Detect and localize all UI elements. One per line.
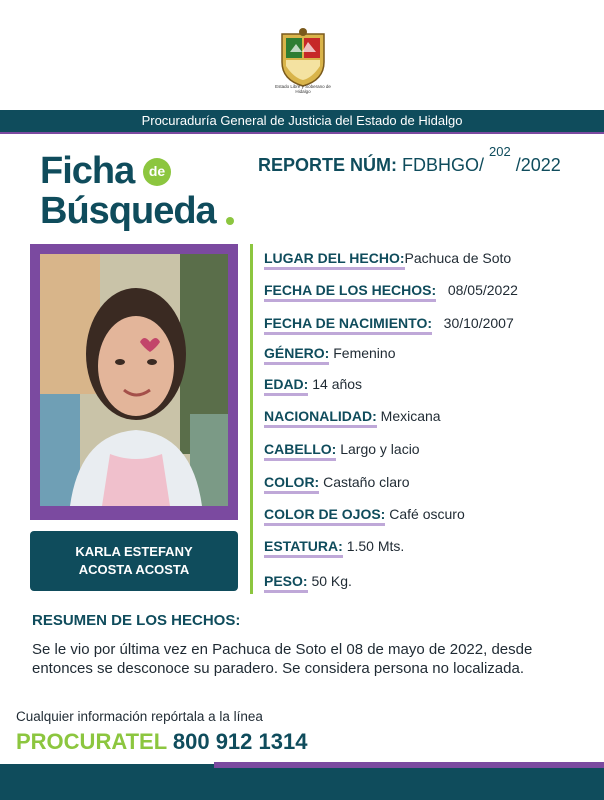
field-peso: PESO: 50 Kg. xyxy=(264,573,352,589)
field-cabello: CABELLO: Largo y lacio xyxy=(264,441,420,457)
summary-text: Se le vio por última vez en Pachuca de Soto el 08 de mayo de 2022, desde entonces se desconoce su paradero. Se considera persona no localizada. xyxy=(32,641,533,677)
title-busqueda: Búsqueda xyxy=(40,190,216,232)
seal-caption: Estado Libre y Soberano de Hidalgo xyxy=(275,84,331,94)
report-label: REPORTE NÚM: xyxy=(258,155,397,175)
institution-banner: Procuraduría General de Justicia del Estado de Hidalgo xyxy=(0,110,604,132)
field-fecha-de-los-hechos: FECHA DE LOS HECHOS: 08/05/2022 xyxy=(264,282,518,298)
field-genero: GÉNERO: Femenino xyxy=(264,345,396,361)
field-fecha-de-nacimiento: FECHA DE NACIMIENTO: 30/10/2007 xyxy=(264,315,514,331)
title-de-badge: de xyxy=(143,158,171,186)
person-last-names: ACOSTA ACOSTA xyxy=(78,562,190,577)
footer-band xyxy=(0,764,604,800)
field-nacionalidad: NACIONALIDAD: Mexicana xyxy=(264,408,441,424)
missing-person-photo xyxy=(40,254,228,506)
footer-accent xyxy=(214,762,604,768)
contact-line xyxy=(16,729,307,755)
report-num: 202 xyxy=(489,144,511,159)
state-seal-icon xyxy=(272,26,334,88)
details-divider xyxy=(250,244,253,594)
report-year: /2022 xyxy=(515,155,561,175)
person-first-names: KARLA ESTEFANY xyxy=(75,544,193,559)
summary-title: RESUMEN DE LOS HECHOS: xyxy=(32,612,241,629)
field-color: COLOR: Castaño claro xyxy=(264,474,410,490)
field-edad: EDAD: 14 años xyxy=(264,376,362,392)
report-number xyxy=(258,144,561,176)
contact-prompt: Cualquier información repórtala a la línea xyxy=(16,709,263,724)
field-lugar-del-hecho: LUGAR DEL HECHO:Pachuca de Soto xyxy=(264,250,511,266)
person-name-box xyxy=(30,531,238,591)
field-estatura: ESTATURA: 1.50 Mts. xyxy=(264,538,404,554)
banner-accent-line xyxy=(0,132,604,134)
hotline-name: PROCURATEL xyxy=(16,729,167,754)
hotline-phone: 800 912 1314 xyxy=(172,729,308,754)
title-ficha: Ficha xyxy=(40,150,135,192)
report-prefix: FDBHGO/ xyxy=(402,155,485,175)
field-color-de-ojos: COLOR DE OJOS: Café oscuro xyxy=(264,506,465,522)
title-dot-icon xyxy=(226,217,234,225)
